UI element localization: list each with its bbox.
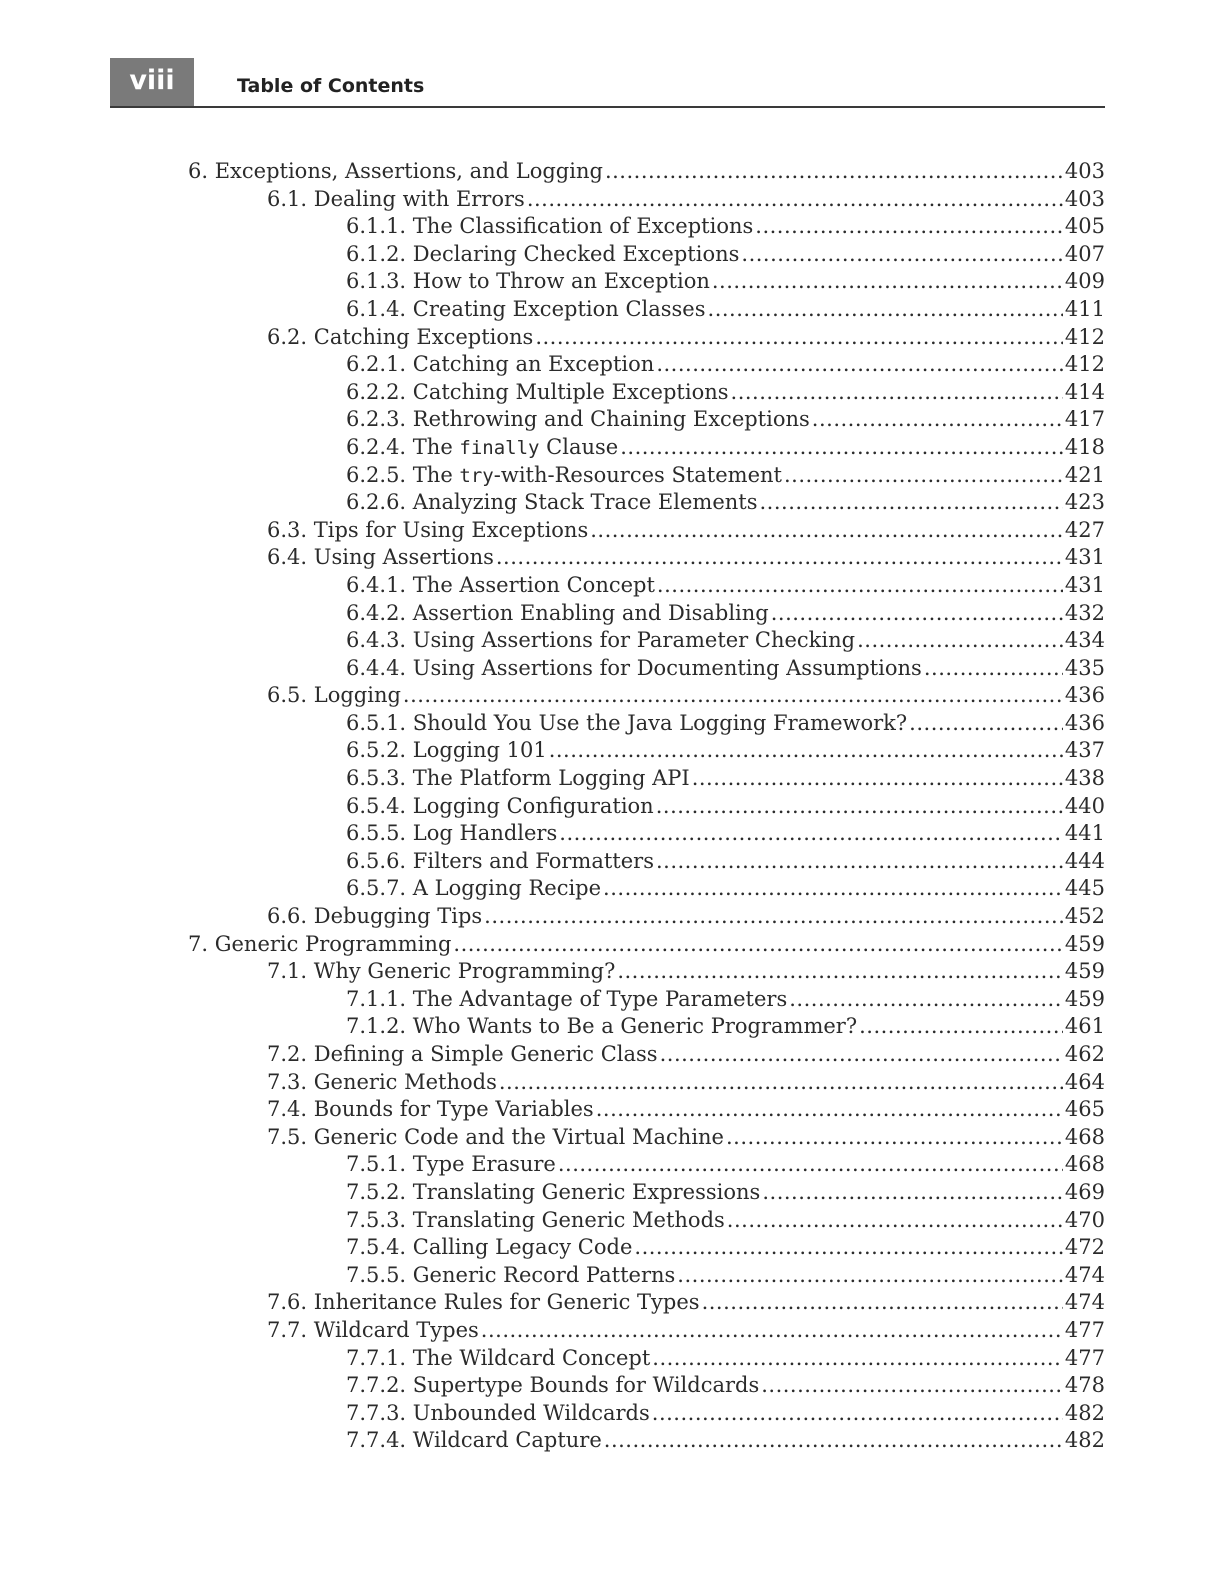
toc-entry-title (346, 793, 656, 821)
toc-entry-page-number: 445 (1064, 876, 1105, 901)
toc-entry-title (346, 1234, 634, 1262)
toc-entry[interactable] (0, 1427, 1214, 1455)
toc-entry[interactable] (0, 875, 1214, 903)
dot-leader (677, 1262, 1063, 1290)
toc-entry[interactable] (0, 1041, 1214, 1069)
toc-entry[interactable] (0, 158, 1214, 186)
toc-entry-title (346, 737, 549, 765)
toc-entry-title (346, 1207, 727, 1235)
dot-leader (762, 1179, 1063, 1207)
page-number-badge: viii (110, 58, 194, 106)
toc-entry[interactable] (0, 324, 1214, 352)
toc-entry-page-number: 434 (1064, 628, 1105, 653)
toc-entry-title (346, 765, 692, 793)
toc-entry-title-text: 6.4.1. The Assertion Concept (346, 572, 655, 597)
dot-leader (657, 572, 1063, 600)
toc-entry-title (346, 462, 784, 491)
toc-entry-title (346, 1372, 761, 1400)
toc-entry-title (346, 268, 712, 296)
toc-entry-title-text: 6.2.2. Catching Multiple Exceptions (346, 379, 729, 404)
toc-entry-page-number: 465 (1064, 1097, 1105, 1122)
toc-entry-title-text: 6.6. Debugging Tips (267, 904, 483, 929)
toc-entry[interactable] (0, 1372, 1214, 1400)
toc-entry-title-text: 7.7.1. The Wildcard Concept (346, 1345, 651, 1370)
dot-leader (605, 158, 1063, 186)
dot-leader (692, 765, 1063, 793)
toc-entry-title-text: 7.5.5. Generic Record Patterns (346, 1262, 676, 1287)
toc-entry[interactable] (0, 1262, 1214, 1290)
toc-entry[interactable] (0, 434, 1214, 462)
toc-entry-title (346, 1262, 677, 1290)
dot-leader (558, 1151, 1063, 1179)
dot-leader (499, 1069, 1063, 1097)
toc-entry[interactable] (0, 710, 1214, 738)
toc-entry-title (346, 710, 909, 738)
toc-entry-title-text: 6.5.1. Should You Use the Java Logging Framework? (346, 710, 908, 735)
dot-leader (924, 655, 1063, 683)
toc-entry-title (188, 931, 453, 959)
dot-leader (656, 848, 1063, 876)
toc-entry-page-number: 459 (1064, 931, 1105, 956)
toc-entry[interactable] (0, 379, 1214, 407)
toc-entry[interactable] (0, 848, 1214, 876)
toc-entry-title-text: 6.3. Tips for Using Exceptions (267, 517, 589, 542)
toc-entry-title (346, 848, 656, 876)
toc-entry-page-number: 444 (1064, 848, 1105, 873)
toc-entry-page-number: 462 (1064, 1042, 1105, 1066)
toc-entry-page-number: 468 (1064, 1152, 1105, 1177)
toc-entry[interactable] (0, 296, 1214, 324)
toc-entry-title-text: 6.5.6. Filters and Formatters (346, 848, 654, 873)
toc-entry-page-number: 407 (1064, 241, 1105, 266)
toc-entry-title-text: 6.2. Catching Exceptions (267, 324, 534, 349)
dot-leader (708, 296, 1063, 324)
toc-entry-title-text: 7.2. Defining a Simple Generic Class (267, 1042, 658, 1066)
dot-leader (453, 931, 1063, 959)
toc-entry[interactable] (0, 241, 1214, 269)
toc-entry-title (346, 1013, 859, 1041)
toc-entry-page-number: 412 (1064, 324, 1105, 349)
toc-entry-title-text: 6.4.2. Assertion Enabling and Disabling (346, 600, 769, 625)
toc-entry-page-number: 482 (1064, 1400, 1105, 1425)
toc-entry-title (346, 875, 603, 903)
toc-entry[interactable] (0, 1124, 1214, 1152)
toc-entry-title-text: 7.3. Generic Methods (267, 1069, 497, 1094)
toc-entry-title (346, 627, 857, 655)
toc-entry-title (267, 186, 527, 214)
toc-entry-page-number: 405 (1064, 214, 1105, 239)
dot-leader (859, 1013, 1063, 1041)
toc-entry-page-number: 417 (1064, 407, 1105, 432)
toc-entry-page-number: 409 (1064, 269, 1105, 294)
dot-leader (590, 517, 1063, 545)
toc-entry-title-text: 6.5.4. Logging Configuration (346, 793, 654, 818)
toc-entry-page-number: 474 (1064, 1262, 1105, 1287)
toc-entry-title-text: 6.2.5. The (346, 462, 460, 487)
toc-entry-title (346, 1345, 652, 1373)
toc-entry-title-text: 7.1.2. Who Wants to Be a Generic Programmer? (346, 1014, 858, 1039)
toc-entry-title-text: 7.7.2. Supertype Bounds for Wildcards (346, 1373, 760, 1398)
toc-entry-title-text: 6.2.3. Rethrowing and Chaining Exceptions (346, 407, 810, 432)
toc-entry[interactable] (0, 1400, 1214, 1428)
toc-entry-page-number: 432 (1064, 600, 1105, 625)
toc-entry-page-number: 461 (1064, 1014, 1105, 1039)
toc-entry[interactable] (0, 1234, 1214, 1262)
toc-entry-title (267, 517, 590, 545)
dot-leader (617, 958, 1063, 986)
toc-entry-page-number: 482 (1064, 1428, 1105, 1453)
toc-entry-title (346, 379, 731, 407)
page-header (110, 58, 1105, 108)
toc-entry-page-number: 478 (1064, 1373, 1105, 1398)
toc-entry-page-number: 412 (1064, 352, 1105, 377)
toc-entry[interactable] (0, 351, 1214, 379)
dot-leader (656, 793, 1063, 821)
toc-entry-title (267, 1289, 702, 1317)
toc-entry-page-number: 477 (1064, 1345, 1105, 1370)
dot-leader (620, 434, 1063, 462)
toc-entry-page-number: 470 (1064, 1207, 1105, 1232)
toc-entry-page-number: 437 (1064, 738, 1105, 763)
dot-leader (741, 241, 1063, 269)
dot-leader (535, 324, 1063, 352)
toc-entry-page-number: 414 (1064, 379, 1105, 404)
toc-entry-page-number: 403 (1064, 186, 1105, 211)
toc-entry[interactable] (0, 186, 1214, 214)
toc-entry-title (346, 1400, 652, 1428)
toc-entry-title-text: 6.5.5. Log Handlers (346, 821, 558, 846)
toc-entry-title-text: 6.5.2. Logging 101 (346, 738, 547, 763)
toc-entry-page-number: 472 (1064, 1235, 1105, 1260)
toc-entry-title-text: 6.2.1. Catching an Exception (346, 352, 655, 377)
toc-entry-title-text: 6.1.1. The Classification of Exceptions (346, 214, 754, 239)
dot-leader (755, 213, 1063, 241)
dot-leader (784, 462, 1063, 490)
toc-entry-page-number: 474 (1064, 1290, 1105, 1315)
toc-entry-title (346, 489, 760, 517)
toc-entry-title-text: 7.5.2. Translating Generic Expressions (346, 1179, 761, 1204)
toc-entry-page-number: 431 (1064, 572, 1105, 597)
dot-leader (771, 600, 1063, 628)
toc-entry-title-text: 6.2.6. Analyzing Stack Trace Elements (346, 490, 758, 515)
dot-leader (656, 351, 1063, 379)
dot-leader (604, 1427, 1063, 1455)
toc-entry-page-number: 452 (1064, 904, 1105, 929)
dot-leader (726, 1124, 1063, 1152)
toc-entry-title-text: 6.4.3. Using Assertions for Parameter Checking (346, 628, 856, 653)
toc-entry-page-number: 440 (1064, 793, 1105, 818)
toc-entry-page-number: 459 (1064, 959, 1105, 984)
toc-entry-title (346, 572, 657, 600)
toc-entry-title-text: 7.7.4. Wildcard Capture (346, 1428, 602, 1453)
toc-entry-page-number: 421 (1064, 462, 1105, 487)
toc-entry-title (346, 296, 708, 324)
toc-entry-title-text: 7.5.3. Translating Generic Methods (346, 1207, 725, 1232)
toc-entry[interactable] (0, 903, 1214, 931)
toc-entry-title-suffix: -with-Resources Statement (493, 462, 782, 487)
toc-entry-title-suffix: Clause (539, 434, 619, 459)
toc-entry-page-number: 468 (1064, 1124, 1105, 1149)
toc-entry-page-number: 423 (1064, 490, 1105, 515)
toc-entry[interactable] (0, 958, 1214, 986)
toc-entry-title (346, 600, 771, 628)
toc-entry[interactable] (0, 931, 1214, 959)
toc-entry-code-keyword: finally (459, 436, 540, 459)
toc-entry[interactable] (0, 1345, 1214, 1373)
toc-entry-title-text: 6.5.3. The Platform Logging API (346, 766, 690, 791)
toc-entry-page-number: 464 (1064, 1069, 1105, 1094)
toc-entry[interactable] (0, 268, 1214, 296)
toc-entry-title-text: 6.1.4. Creating Exception Classes (346, 296, 706, 321)
toc-entry[interactable] (0, 489, 1214, 517)
toc-entry[interactable] (0, 737, 1214, 765)
toc-entry-page-number: 477 (1064, 1317, 1105, 1342)
toc-entry-title (267, 1096, 596, 1124)
toc-entry-title-text: 7.5.1. Type Erasure (346, 1152, 556, 1177)
toc-entry-title-text: 7.4. Bounds for Type Variables (267, 1097, 594, 1122)
toc-entry-code-keyword: try (459, 464, 494, 487)
dot-leader (760, 489, 1063, 517)
toc-entry-title (346, 655, 924, 683)
toc-entry-title-text: 6.1. Dealing with Errors (267, 186, 525, 211)
toc-entry[interactable] (0, 655, 1214, 683)
dot-leader (702, 1289, 1063, 1317)
toc-entry-title (267, 324, 535, 352)
toc-entry-title (346, 434, 620, 463)
toc-entry-title-text: 6.1.2. Declaring Checked Exceptions (346, 241, 740, 266)
toc-entry-page-number: 411 (1064, 296, 1105, 321)
toc-entry-title (346, 213, 755, 241)
toc-entry-page-number: 431 (1064, 545, 1105, 570)
dot-leader (712, 268, 1063, 296)
toc-entry-title (346, 820, 559, 848)
toc-entry-title-text: 6. Exceptions, Assertions, and Logging (188, 159, 603, 183)
toc-entry[interactable] (0, 627, 1214, 655)
toc-entry[interactable] (0, 600, 1214, 628)
toc-entry[interactable] (0, 682, 1214, 710)
dot-leader (652, 1400, 1063, 1428)
dot-leader (484, 903, 1063, 931)
table-of-contents (0, 158, 1214, 1455)
toc-entry-title-text: 6.4. Using Assertions (267, 545, 494, 570)
toc-entry-title-text: 6.1.3. How to Throw an Exception (346, 269, 710, 294)
toc-entry[interactable] (0, 1317, 1214, 1345)
toc-entry[interactable] (0, 793, 1214, 821)
toc-entry-page-number: 469 (1064, 1179, 1105, 1204)
toc-entry-page-number: 436 (1064, 683, 1105, 708)
toc-entry-title-text: 6.2.4. The (346, 434, 460, 459)
toc-entry-title-text: 7. Generic Programming (188, 931, 452, 956)
toc-entry[interactable] (0, 1207, 1214, 1235)
toc-entry-page-number: 441 (1064, 821, 1105, 846)
toc-entry-page-number: 418 (1064, 434, 1105, 459)
toc-entry-title (267, 682, 403, 710)
toc-entry[interactable] (0, 820, 1214, 848)
toc-entry-page-number: 436 (1064, 710, 1105, 735)
toc-entry-title (346, 406, 812, 434)
toc-entry-title (346, 1427, 604, 1455)
toc-entry[interactable] (0, 1151, 1214, 1179)
dot-leader (727, 1207, 1063, 1235)
toc-entry-title (267, 958, 617, 986)
toc-entry[interactable] (0, 213, 1214, 241)
dot-leader (857, 627, 1063, 655)
toc-entry-title (267, 1124, 726, 1152)
dot-leader (559, 820, 1063, 848)
toc-entry-title (267, 1069, 499, 1097)
dot-leader (761, 1372, 1063, 1400)
toc-entry-title-text: 6.4.4. Using Assertions for Documenting Assumptions (346, 655, 922, 680)
toc-entry-title-text: 7.1.1. The Advantage of Type Parameters (346, 986, 788, 1011)
toc-entry-title (346, 1151, 558, 1179)
toc-entry[interactable] (0, 1096, 1214, 1124)
toc-entry[interactable] (0, 1069, 1214, 1097)
toc-entry-title (267, 1041, 660, 1069)
running-header-title: Table of Contents (237, 75, 425, 97)
toc-entry-page-number: 403 (1064, 159, 1105, 183)
dot-leader (603, 875, 1063, 903)
dot-leader (496, 544, 1063, 572)
dot-leader (403, 682, 1063, 710)
toc-entry[interactable] (0, 1289, 1214, 1317)
dot-leader (634, 1234, 1063, 1262)
toc-entry[interactable] (0, 572, 1214, 600)
dot-leader (596, 1096, 1063, 1124)
dot-leader (660, 1041, 1063, 1069)
toc-entry[interactable] (0, 986, 1214, 1014)
toc-entry-title (188, 158, 605, 186)
toc-entry-title (346, 1179, 762, 1207)
toc-entry-page-number: 438 (1064, 766, 1105, 791)
toc-entry-page-number: 435 (1064, 655, 1105, 680)
toc-entry[interactable] (0, 517, 1214, 545)
toc-entry-title-text: 7.7.3. Unbounded Wildcards (346, 1400, 650, 1425)
toc-entry-title-text: 7.5.4. Calling Legacy Code (346, 1235, 633, 1260)
dot-leader (549, 737, 1063, 765)
dot-leader (652, 1345, 1063, 1373)
dot-leader (909, 710, 1063, 738)
toc-entry[interactable] (0, 1179, 1214, 1207)
toc-entry-title-text: 7.6. Inheritance Rules for Generic Types (267, 1290, 700, 1315)
toc-entry-title-text: 6.5. Logging (267, 683, 401, 708)
toc-entry-title-text: 7.5. Generic Code and the Virtual Machine (267, 1124, 724, 1149)
toc-entry-title-text: 7.7. Wildcard Types (267, 1317, 479, 1342)
toc-entry-page-number: 427 (1064, 517, 1105, 542)
toc-entry-title (346, 986, 789, 1014)
toc-entry-title (346, 351, 656, 379)
toc-entry[interactable] (0, 765, 1214, 793)
toc-entry[interactable] (0, 406, 1214, 434)
toc-entry-title (346, 241, 741, 269)
toc-entry-title (267, 1317, 481, 1345)
toc-entry-page-number: 459 (1064, 986, 1105, 1011)
toc-entry-title-text: 6.5.7. A Logging Recipe (346, 876, 602, 901)
toc-entry[interactable] (0, 1013, 1214, 1041)
dot-leader (527, 186, 1063, 214)
toc-entry-title (267, 903, 484, 931)
toc-entry[interactable] (0, 462, 1214, 490)
dot-leader (731, 379, 1063, 407)
toc-entry[interactable] (0, 544, 1214, 572)
toc-entry-title-text: 7.1. Why Generic Programming? (267, 959, 616, 984)
dot-leader (812, 406, 1063, 434)
dot-leader (481, 1317, 1063, 1345)
toc-entry-title (267, 544, 496, 572)
dot-leader (789, 986, 1063, 1014)
